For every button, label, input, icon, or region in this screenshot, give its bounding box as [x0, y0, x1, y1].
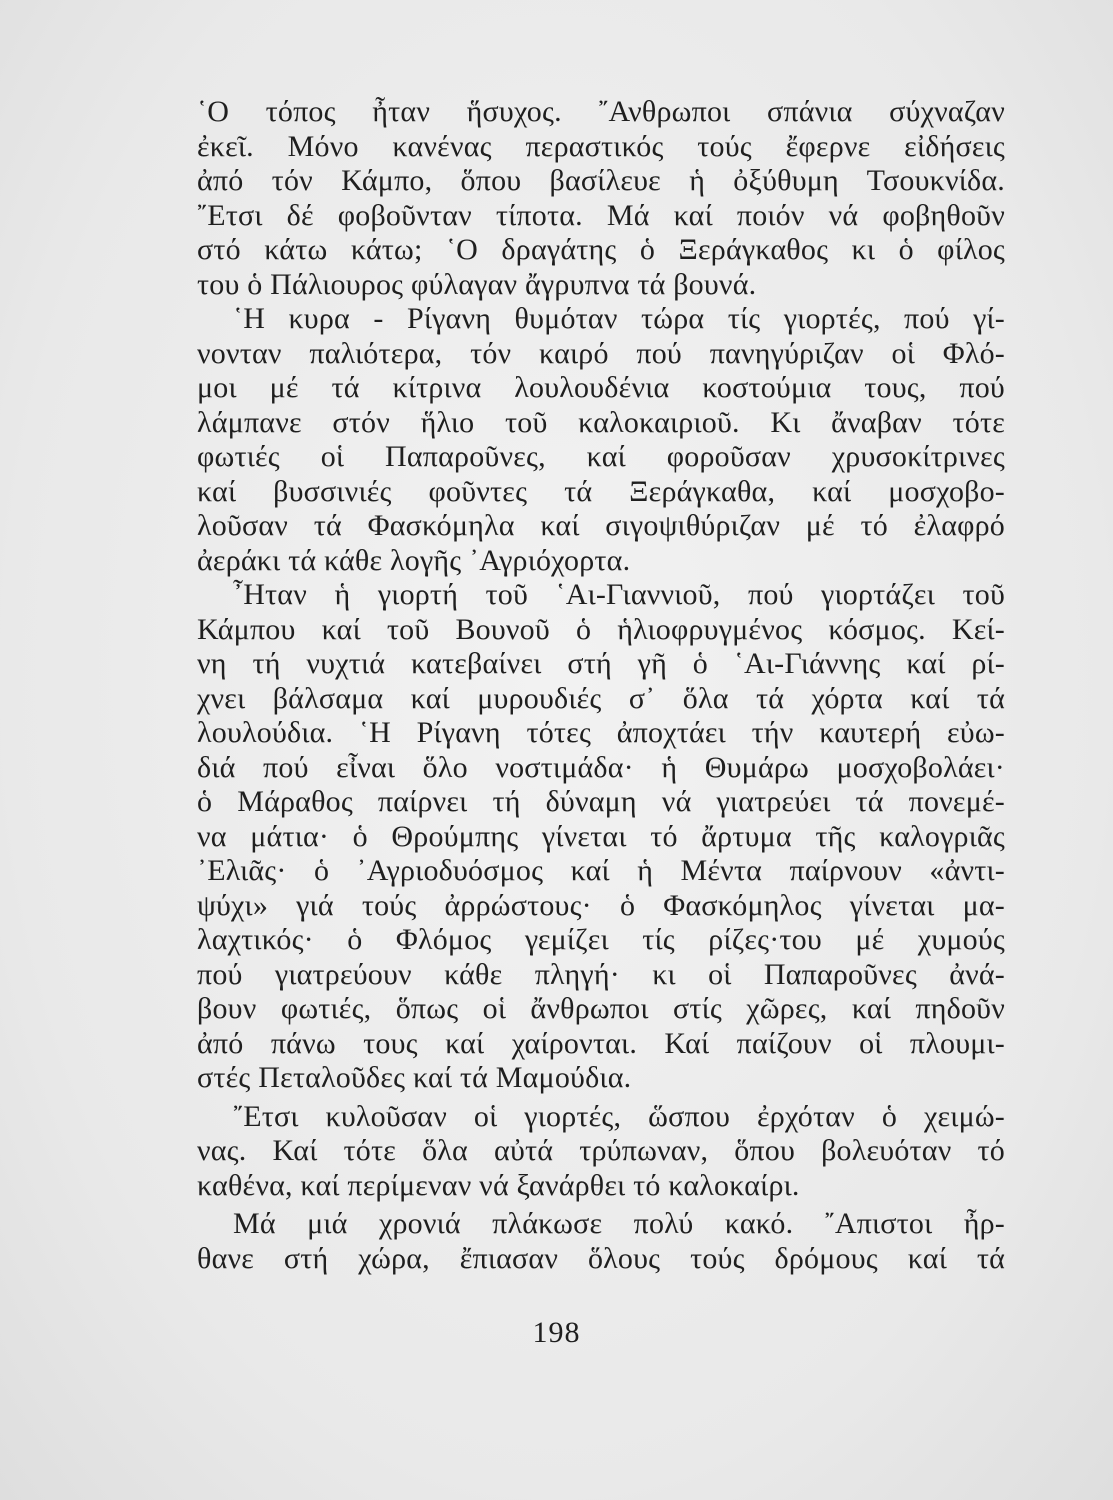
text-line: καθένα, καί περίμεναν νά ξανάρθει τό καλοκαίρι. [197, 1168, 800, 1202]
text-line: ψύχι» γιά τούς ἀρρώστους· ὁ Φασκόμηλος γίνεται μα- [197, 888, 1005, 922]
paragraph-1 [197, 95, 1005, 302]
text-line: λουλούδια. ῾Η Ρίγανη τότες ἀποχτάει τήν καυτερή εὐω- [197, 716, 1005, 749]
text-line: ῾Η κυρα - Ρίγανη θυμόταν τώρα τίς γιορτές, πού γί- [233, 302, 1005, 335]
paragraph-4 [197, 1100, 1005, 1204]
text-line: καί βυσσινιές φοῦντες τά Ξεράγκαθα, καί μοσχοβο- [197, 474, 1005, 508]
text-line: πού γιατρεύουν κάθε πληγή· κι οἱ Παπαροῦνες ἀνά- [197, 957, 1005, 991]
text-line: ἀπό πάνω τους καί χαίρονται. Καί παίζουν οἱ πλουμι- [197, 1026, 1005, 1060]
paragraph-5 [197, 1207, 1005, 1276]
text-line: στό κάτω κάτω; ῾Ο δραγάτης ὁ Ξεράγκαθος κι ὁ φίλος [197, 233, 1005, 266]
text-line: μοι μέ τά κίτρινα λουλουδένια κοστούμια τους, πού [197, 371, 1005, 404]
text-line: ὁ Μάραθος παίρνει τή δύναμη νά γιατρεύει τά πονεμέ- [197, 785, 1005, 818]
text-line: του ὁ Πάλιουρος φύλαγαν ἄγρυπνα τά βουνά. [197, 267, 757, 301]
page-number: 198 [532, 1316, 581, 1349]
text-line: ἀπό τόν Κάμπο, ὅπου βασίλευε ἡ ὀξύθυμη Τσουκνίδα. [197, 164, 1005, 197]
text-line: ῎Ετσι δέ φοβοῦνταν τίποτα. Μά καί ποιόν νά φοβηθοῦν [197, 198, 1005, 232]
text-line: στές Πεταλοῦδες καί τά Μαμούδια. [197, 1061, 632, 1094]
text-line: βουν φωτιές, ὅπως οἱ ἄνθρωποι στίς χῶρες, καί πηδοῦν [197, 992, 1005, 1025]
text-line: να μάτια· ὁ Θρούμπης γίνεται τό ἄρτυμα τῆς καλογριᾶς [197, 819, 1005, 853]
text-line: ῏Ηταν ἡ γιορτή τοῦ ῾Αι-Γιαννιοῦ, πού γιορτάζει τοῦ [233, 578, 1005, 611]
text-line: νας. Καί τότε ὅλα αὐτά τρύπωναν, ὅπου βολευόταν τό [197, 1134, 1005, 1167]
text-line: χνει βάλσαμα καί μυρουδιές σ᾿ ὅλα τά χόρτα καί τά [197, 681, 1005, 715]
text-line: ἐκεῖ. Μόνο κανένας περαστικός τούς ἔφερνε εἰδήσεις [197, 129, 1005, 163]
text-line: νονταν παλιότερα, τόν καιρό πού πανηγύριζαν οἱ Φλό- [197, 336, 1005, 370]
text-line: Κάμπου καί τοῦ Βουνοῦ ὁ ἡλιοφρυγμένος κόσμος. Κεί- [197, 612, 1005, 646]
text-line: νη τή νυχτιά κατεβαίνει στή γῆ ὁ ῾Αι-Γιάννης καί ρί- [197, 647, 1005, 680]
body-text [197, 95, 1005, 1276]
text-line: λάμπανε στόν ἥλιο τοῦ καλοκαιριοῦ. Κι ἄναβαν τότε [197, 405, 1005, 439]
text-line: λαχτικός· ὁ Φλόμος γεμίζει τίς ρίζες·του μέ χυμούς [197, 923, 1005, 956]
text-line: ῎Ετσι κυλοῦσαν οἱ γιορτές, ὥσπου ἐρχόταν ὁ χειμώ- [233, 1099, 1005, 1133]
paragraph-3 [197, 578, 1005, 1096]
text-line: θανε στή χώρα, ἔπιασαν ὅλους τούς δρόμους καί τά [197, 1241, 1005, 1275]
text-line: λοῦσαν τά Φασκόμηλα καί σιγοψιθύριζαν μέ τό ἐλαφρό [197, 509, 1005, 542]
text-line: Μά μιά χρονιά πλάκωσε πολύ κακό. ῎Απιστοι ἦρ- [233, 1207, 1005, 1240]
text-line: ἀεράκι τά κάθε λογῆς ᾿Αγριόχορτα. [197, 543, 631, 577]
paragraph-2 [197, 302, 1005, 578]
text-line: ᾿Ελιᾶς· ὁ ᾿Αγριοδυόσμος καί ἡ Μέντα παίρνουν «ἀντι- [197, 854, 1005, 887]
text-line: διά πού εἶναι ὅλο νοστιμάδα· ἡ Θυμάρω μοσχοβολάει· [197, 750, 1005, 784]
text-line: φωτιές οἱ Παπαροῦνες, καί φοροῦσαν χρυσοκίτρινες [197, 440, 1005, 473]
text-line: ῾Ο τόπος ἦταν ἥσυχος. ῎Ανθρωποι σπάνια σύχναζαν [197, 95, 1005, 128]
